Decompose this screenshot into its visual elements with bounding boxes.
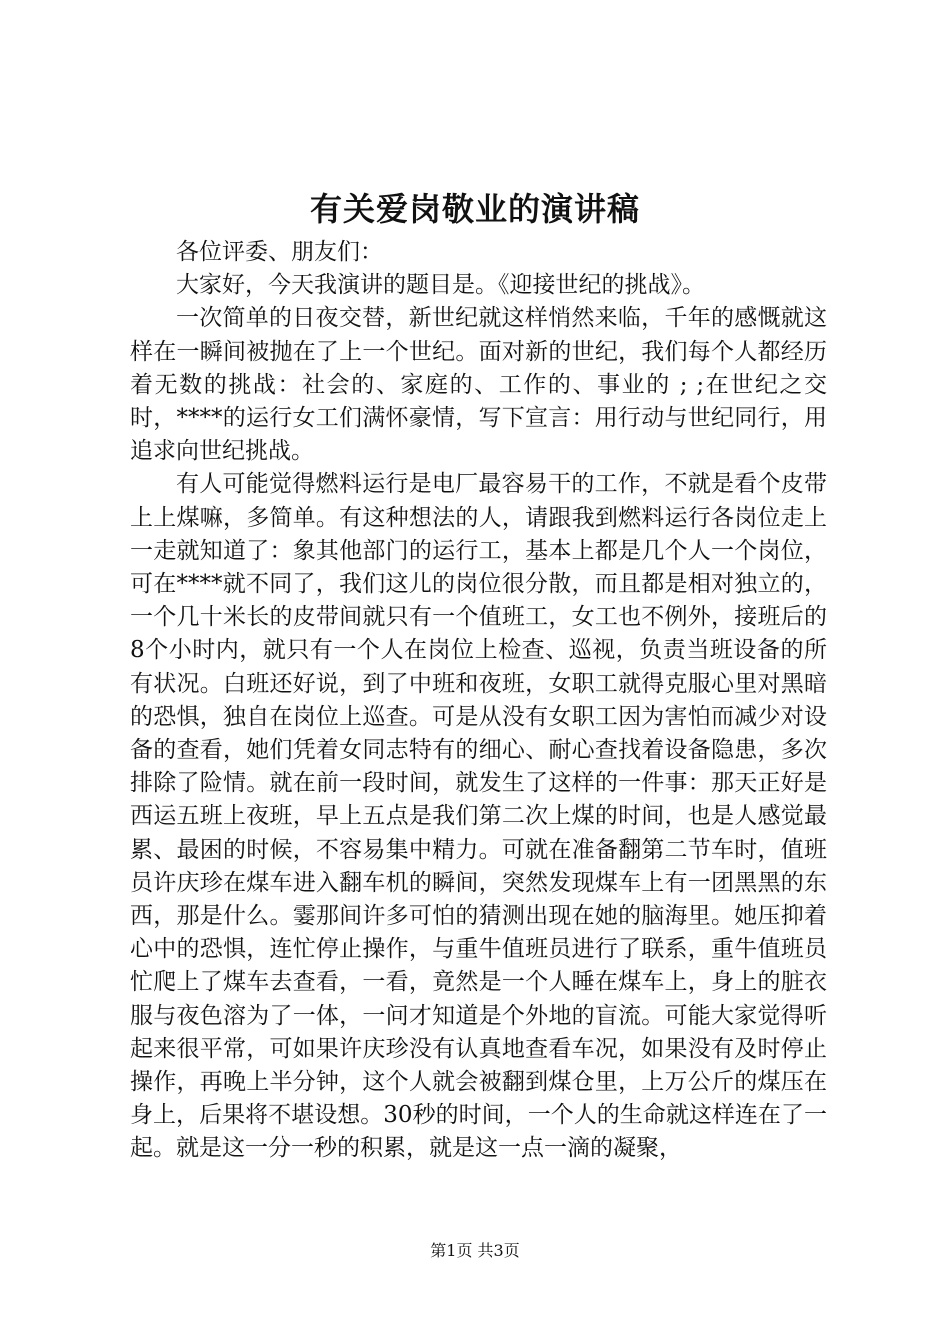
paragraph-intro: 大家好，今天我演讲的题目是。《迎接世纪的挑战》。	[176, 272, 705, 299]
paragraph-story: 有人可能觉得燃料运行是电厂最容易干的工作，不就是看个皮带上上煤嘛，多简单。有这种想法的人，请跟我到燃料运行各岗位走上一走就知道了：象其他部门的运行工，基本上都是几个人一个岗位，可在****就不同了，我们这儿的岗位很分散，而且都是相对独立的，一个几十米长的皮带间就只有一个值班工，女工也不例外，接班后的8个小时内，就只有一个人在岗位上检查、巡视，负责当班设备的所有状况。白班还好说，到了中班和夜班，女职工就得克服心里对黑暗的恐惧，独自在岗位上巡查。可是从没有女职工因为害怕而减少对设备的查看，她们凭着女同志特有的细心、耐心查找着设备隐患，多次排除了险情。就在前一段时间，就发生了这样的一件事：那天正好是西运五班上夜班，早上五点是我们第二次上煤的时间，也是人感觉最累、最困的时候，不容易集中精力。可就在准备翻第二节车时，值班员许庆珍在煤车进入翻车机的瞬间，突然发现煤车上有一团黑黑的东西，那是什么。霎那间许多可怕的猜测出现在她的脑海里。她压抑着心中的恐惧，连忙停止操作，与重牛值班员进行了联系，重牛值班员忙爬上了煤车去查看，一看，竟然是一个人睡在煤车上，身上的脏衣服与夜色溶为了一体，一问才知道是个外地的盲流。可能大家觉得听起来很平常，可如果许庆珍没有认真地查看车况，如果没有及时停止操作，再晚上半分钟，这个人就会被翻到煤仓里，上万公斤的煤压在身上，后果将不堪设想。30秒的时间，一个人的生命就这样连在了一起。就是这一分一秒的积累，就是这一点一滴的凝聚，	[130, 471, 827, 1162]
page-title: 有关爱岗敬业的演讲稿	[309, 190, 640, 228]
document-body	[130, 236, 827, 1166]
paragraph-century: 一次简单的日夜交替，新世纪就这样悄然来临，千年的感慨就这样在一瞬间被抛在了上一个世纪。面对新的世纪，我们每个人都经历着无数的挑战：社会的、家庭的、工作的、事业的 ; ;在世纪之交时，****的运行女工们满怀豪情，写下宣言：用行动与世纪同行，用追求向世纪挑战。	[130, 305, 827, 465]
paragraph-greeting: 各位评委、朋友们：	[176, 239, 383, 265]
page-footer: 第1页 共3页	[430, 1241, 520, 1260]
